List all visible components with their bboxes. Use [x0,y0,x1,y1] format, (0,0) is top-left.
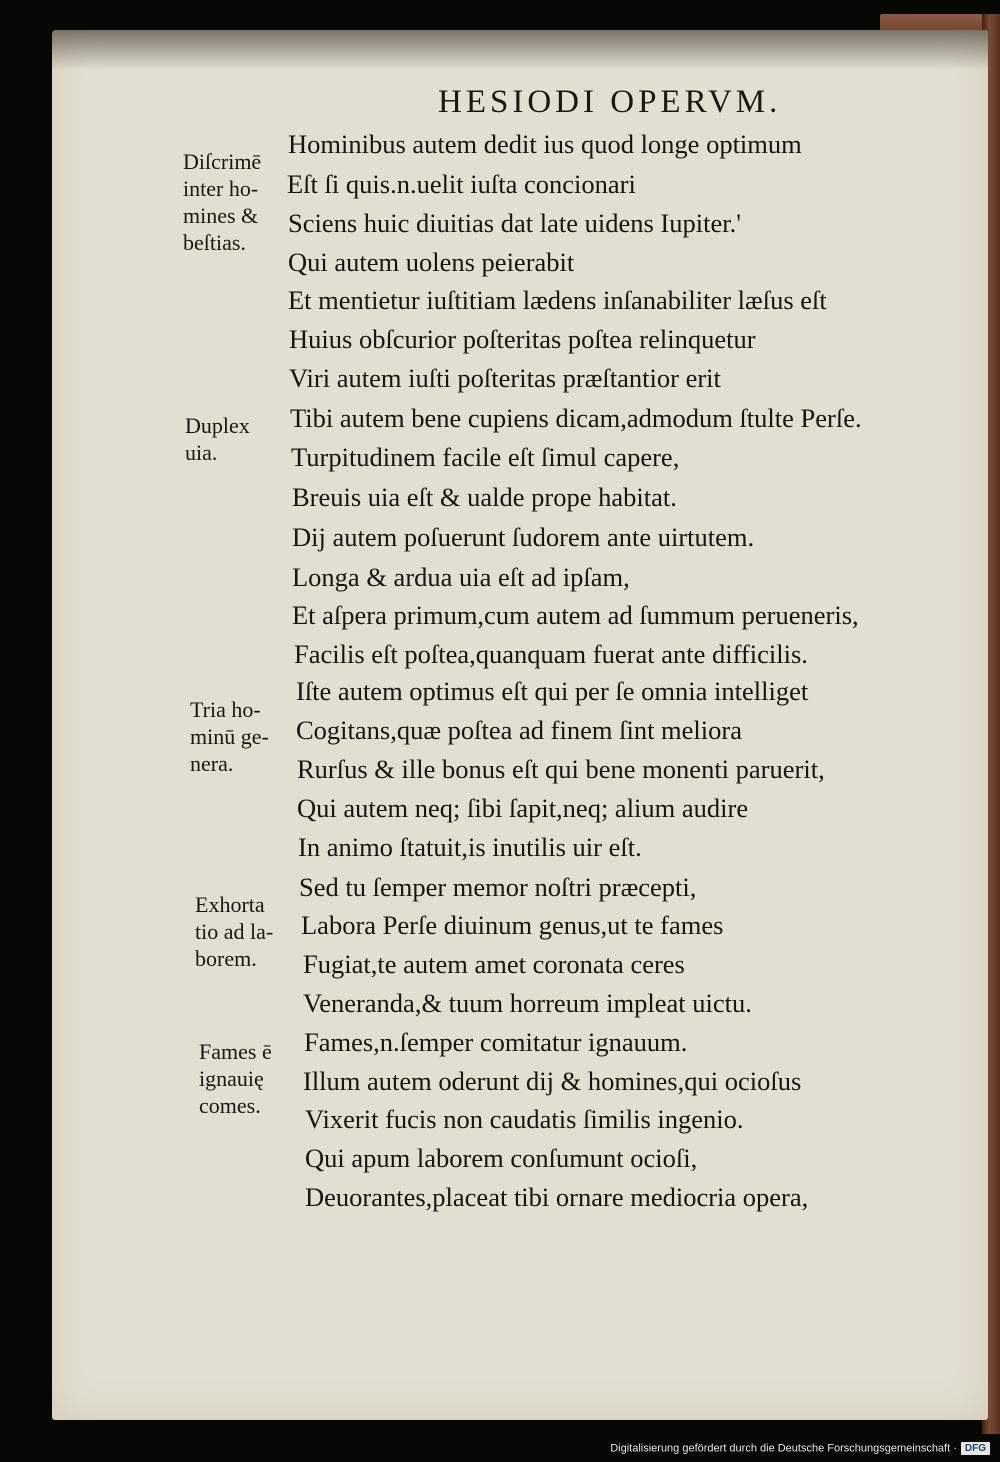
verse-line: Longa & ardua uia eſt ad ipſam, [292,562,630,592]
verse-line: Cogitans,quæ poſtea ad finem ſint meliora [296,715,742,745]
verse-line: Qui autem uolens peierabit [288,247,575,277]
verse-line: Deuorantes,placeat tibi ornare mediocria opera, [305,1182,809,1212]
verse-line: Turpitudinem facile eſt ſimul capere, [291,442,680,472]
margin-note: Duplex uia. [185,413,250,465]
verse-line: Facilis eſt poſtea,quanquam fuerat ante difficilis. [294,639,808,669]
verse-line: Dij autem poſuerunt ſudorem ante uirtutem. [292,522,755,552]
verse-line: Breuis uia eſt & ualde prope habitat. [292,482,677,512]
margin-note: Diſcrimē inter ho- mines & beſtias. [183,149,262,255]
verse-line: Huius obſcurior poſteritas poſtea relinquetur [289,324,756,354]
margin-note: Exhorta tio ad la- borem. [195,892,274,971]
verse-line: Et mentietur iuſtitiam lædens inſanabiliter læſus eſt [288,285,827,315]
verse-line: Vixerit fucis non caudatis ſimilis ingenio. [305,1104,744,1134]
running-title: HESIODI OPERVM. [438,84,782,120]
verse-line: Hominibus autem dedit ius quod longe optimum [288,129,802,159]
verse-line: Et aſpera primum,cum autem ad ſummum perueneris, [292,600,859,630]
verse-line: Viri autem iuſti poſteritas præſtantior erit [289,363,721,393]
verse-line: Veneranda,& tuum horreum impleat uictu. [303,988,752,1018]
verse-line: In animo ſtatuit,is inutilis uir eſt. [298,832,642,862]
margin-note: Tria ho- minū ge- nera. [190,697,269,776]
verse-line: Illum autem oderunt dij & homines,qui ocioſus [303,1066,802,1096]
verse-line: Labora Perſe diuinum genus,ut te fames [301,910,724,940]
verse-line: Eſt ſi quis.n.uelit iuſta concionari [287,169,636,199]
verse-line: Sciens huic diuitias dat late uidens Iupiter.' [288,208,741,238]
verse-line: Iſte autem optimus eſt qui per ſe omnia intelliget [296,676,809,706]
verse-line: Fugiat,te autem amet coronata ceres [303,949,685,979]
credit-text: Digitalisierung gefördert durch die Deutsche Forschungsgemeinschaft · [610,1442,957,1455]
dfg-logo: DFG [961,1442,990,1455]
verse-line: Qui apum laborem conſumunt ocioſi, [305,1143,698,1173]
verse-line: Qui autem neq; ſibi ſapit,neq; alium audire [297,793,749,823]
verse-line: Tibi autem bene cupiens dicam,admodum ſtulte Perſe. [290,403,862,433]
verse-line: Fames,n.ſemper comitatur ignauum. [304,1027,688,1057]
digitization-credit [560,1442,990,1455]
margin-note: Fames ē ignauię comes. [199,1039,272,1118]
verse-line: Sed tu ſemper memor noſtri præcepti, [299,872,697,902]
verse-line: Rurſus & ille bonus eſt qui bene monenti paruerit, [297,754,825,784]
